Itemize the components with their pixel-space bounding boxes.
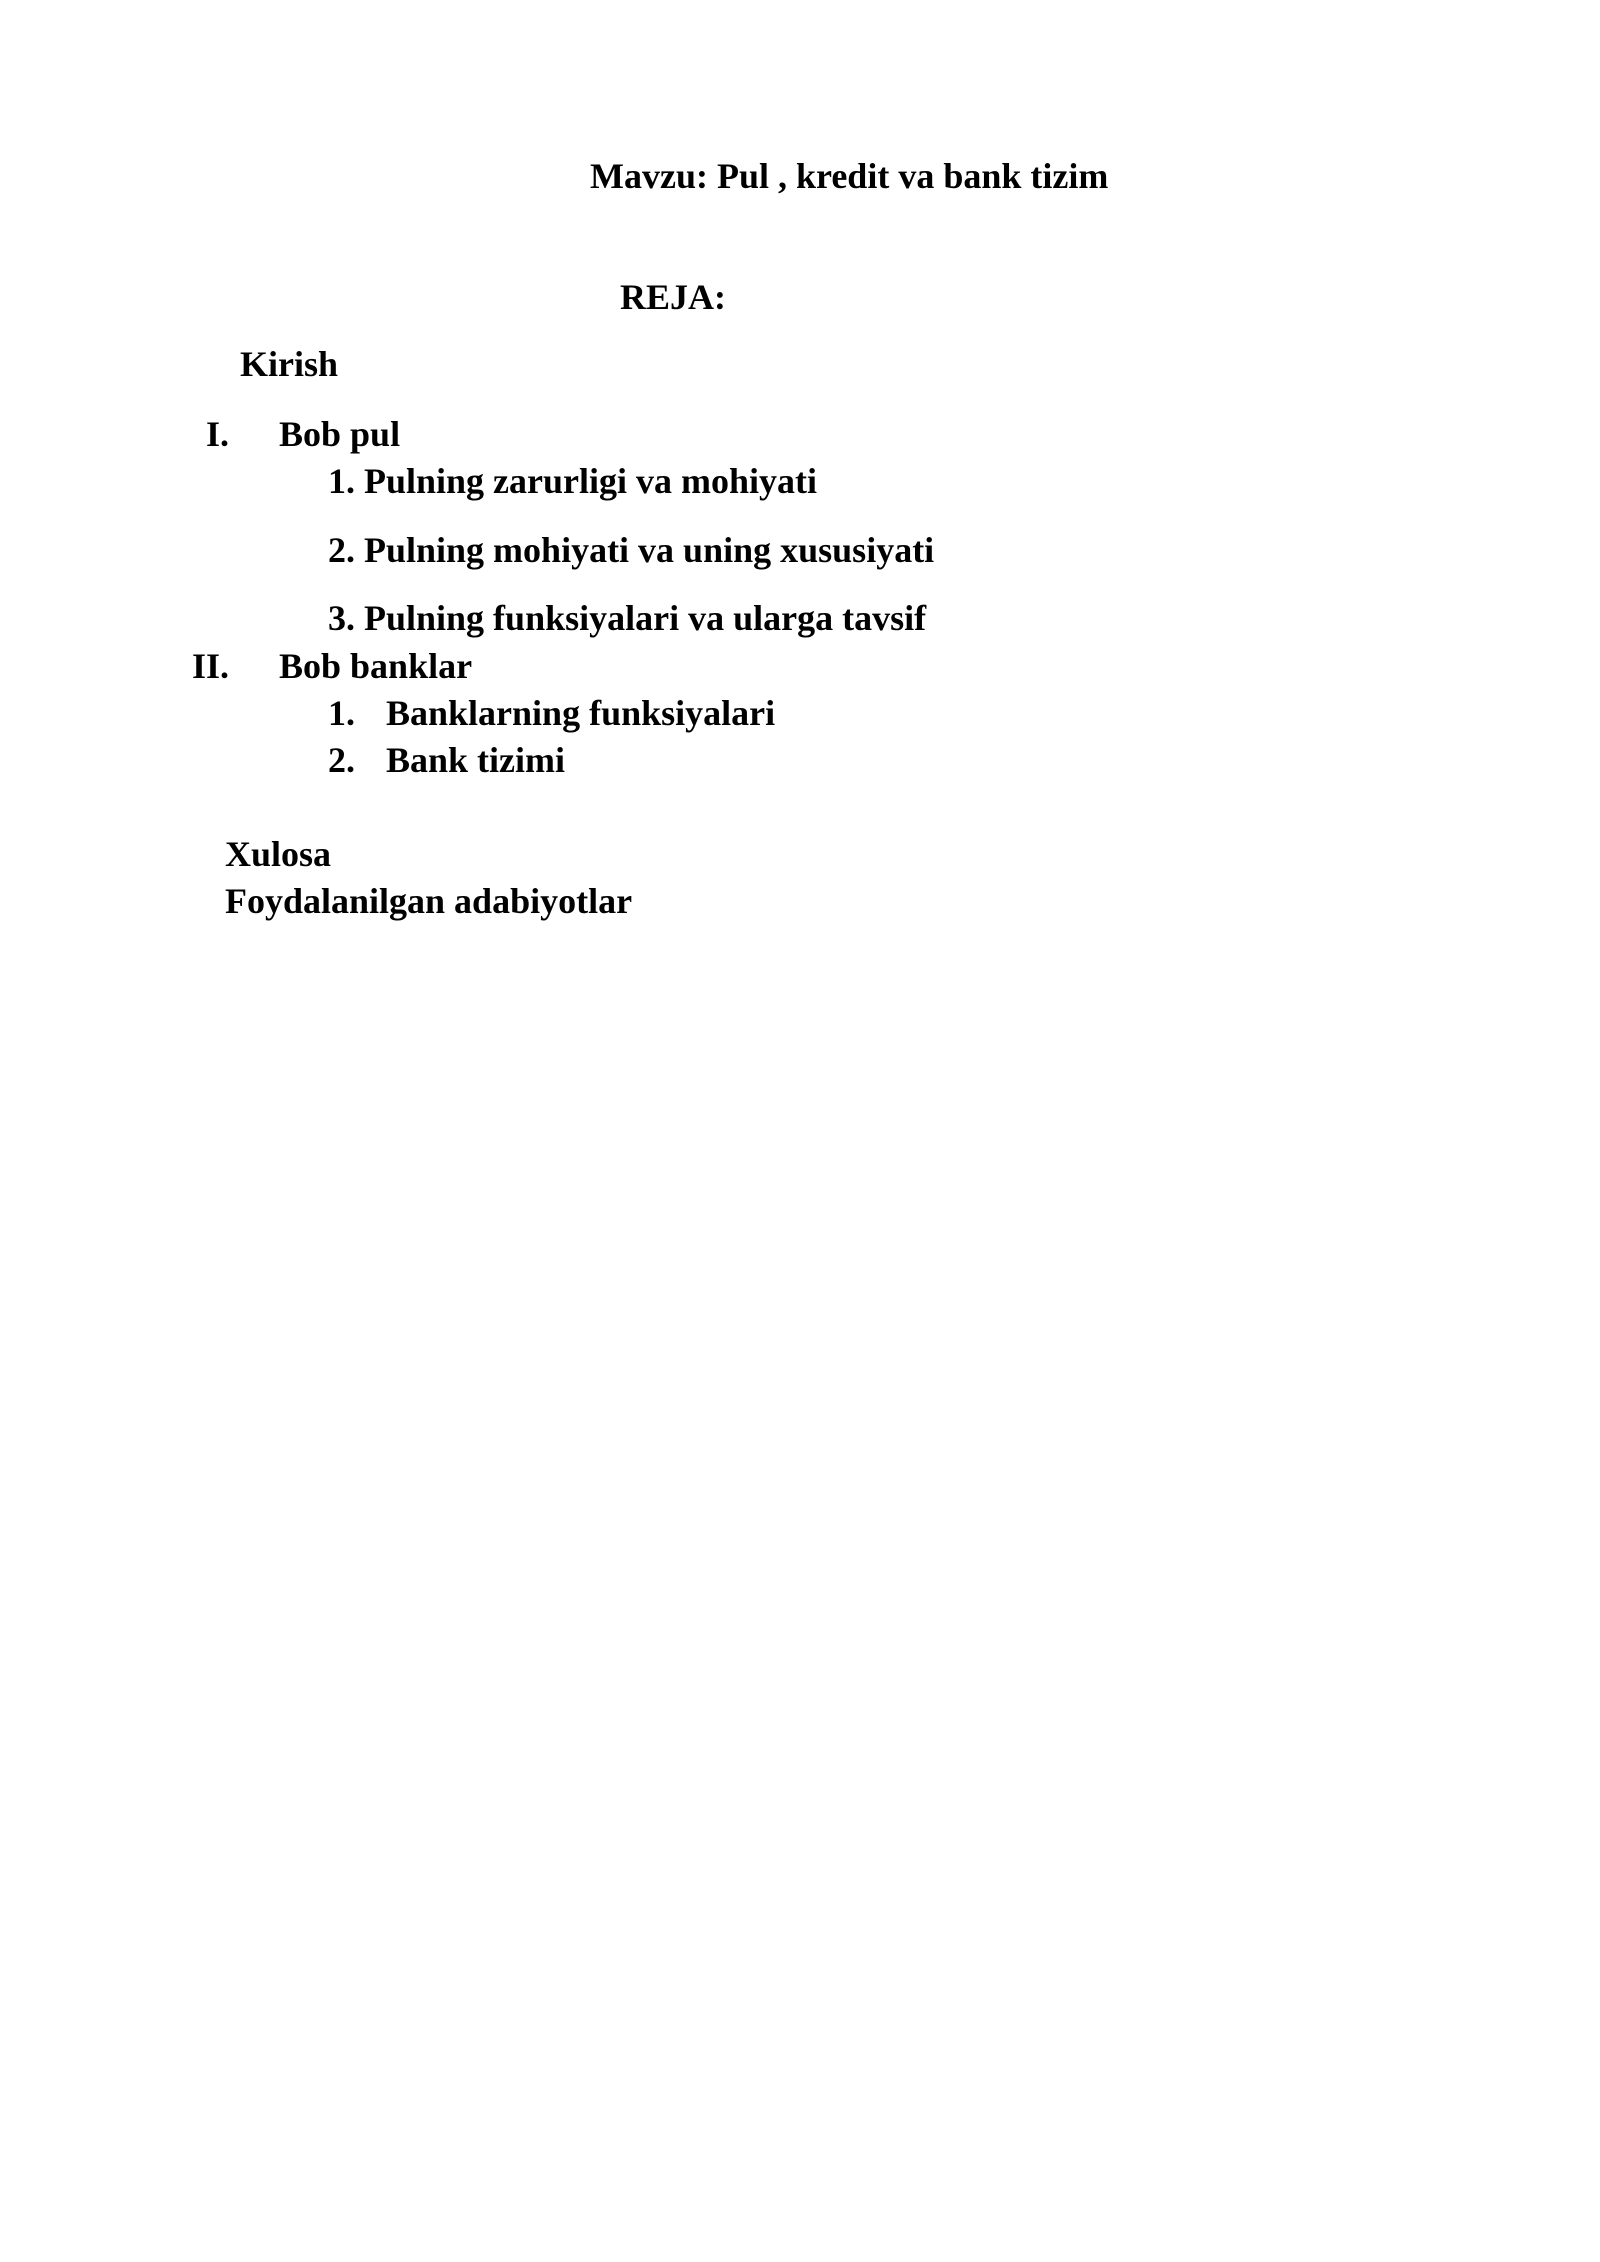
chapter-2-section-2-number: 2. (328, 740, 355, 780)
chapter-2-numeral: II. (192, 646, 230, 686)
references-item: Foydalanilgan adabiyotlar (225, 881, 633, 921)
intro-item: Kirish (240, 344, 339, 384)
chapter-2-section-2-text: Bank tizimi (386, 740, 566, 780)
chapter-1-section-3: 3. Pulning funksiyalari va ularga tavsif (328, 598, 927, 638)
chapter-1-title: Bob pul (279, 414, 401, 454)
chapter-2-section-1-text: Banklarning funksiyalari (386, 693, 776, 733)
chapter-2-title: Bob banklar (279, 646, 473, 686)
chapter-1-numeral: I. (206, 414, 230, 454)
chapter-2-section-1-number: 1. (328, 693, 355, 733)
chapter-1-section-2: 2. Pulning mohiyati va uning xususiyati (328, 530, 935, 570)
chapter-1-section-1: 1. Pulning zarurligi va mohiyati (328, 461, 818, 501)
plan-heading: REJA: (620, 277, 726, 317)
document-title: Mavzu: Pul , kredit va bank tizim (590, 156, 1109, 196)
conclusion-item: Xulosa (225, 834, 332, 874)
